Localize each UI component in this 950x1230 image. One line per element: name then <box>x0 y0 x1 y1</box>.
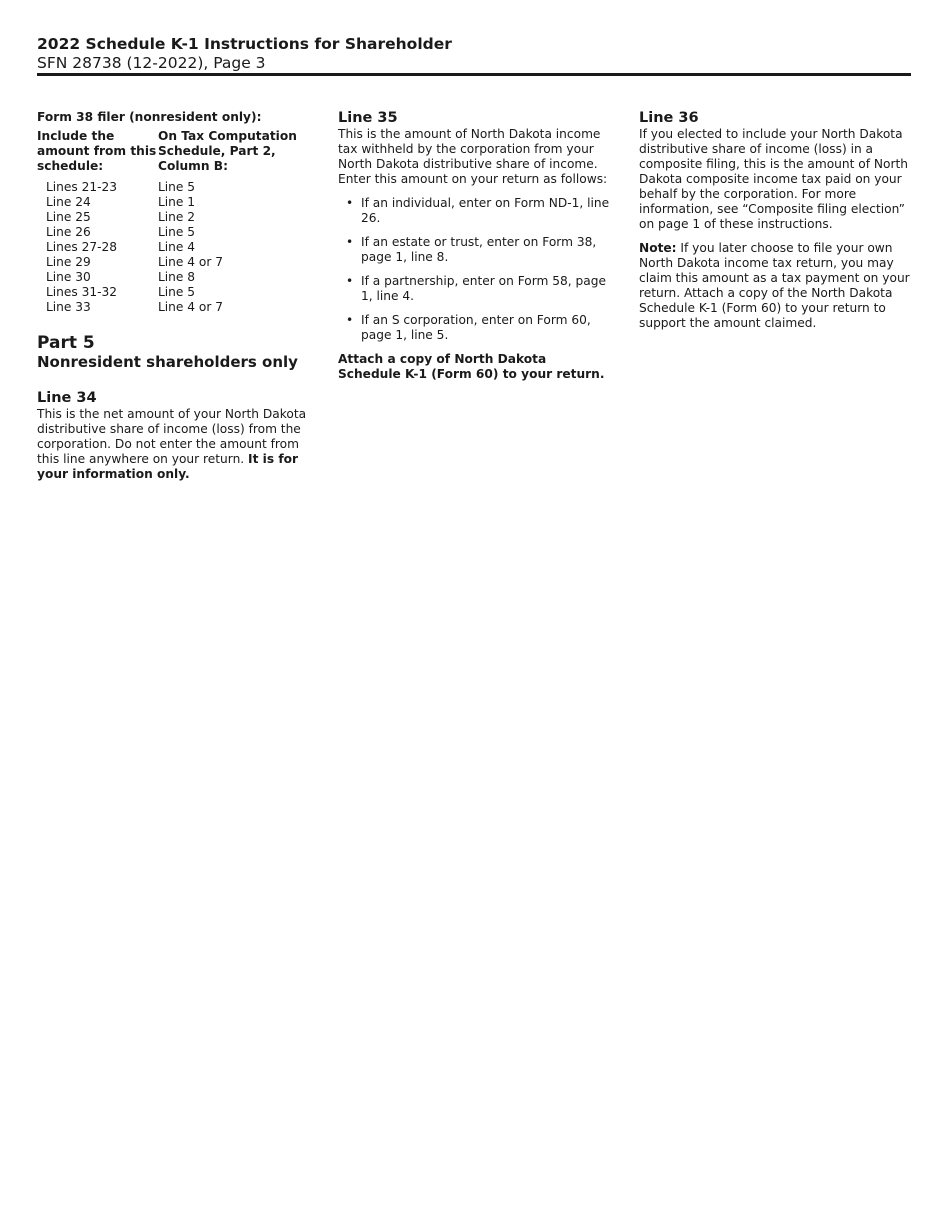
table-header-tax-computation: On Tax Computation Schedule, Part 2, Column B: <box>158 129 297 173</box>
part5-subtitle: Nonresident shareholders only <box>37 353 298 371</box>
table-cell-source: Lines 31-32 <box>46 285 118 299</box>
column-left <box>37 110 312 482</box>
line35-heading: Line 35 <box>338 110 398 126</box>
table-cell-target: Line 1 <box>158 195 196 209</box>
line34-text: This is the net amount of your North Dakota distributive share of income (loss) from the corporation. Do not enter the amount from this line anywhere on your return. <box>37 407 307 466</box>
line35-bullet-list <box>338 196 613 343</box>
list-item <box>338 274 613 304</box>
table-cell-target: Line 4 <box>158 240 196 254</box>
table-row <box>37 300 312 315</box>
column-middle <box>338 110 613 382</box>
bullet-icon: • <box>346 196 354 210</box>
table-row <box>37 225 312 240</box>
table-header-include: Include the amount from this schedule: <box>37 129 157 173</box>
table-cell-target: Line 4 or 7 <box>158 300 223 314</box>
bullet-icon: • <box>346 313 354 327</box>
bullet-icon: • <box>346 274 354 288</box>
table-row <box>37 180 312 195</box>
table-cell-target: Line 5 <box>158 285 196 299</box>
table-cell-source: Line 29 <box>46 255 91 269</box>
table-row <box>37 255 312 270</box>
table-cell-source: Lines 21-23 <box>46 180 118 194</box>
table-row <box>37 270 312 285</box>
part5-title: Part 5 <box>37 333 95 353</box>
document-subtitle: SFN 28738 (12-2022), Page 3 <box>37 54 266 72</box>
line36-heading: Line 36 <box>639 110 699 126</box>
note-paragraph <box>639 241 917 331</box>
table-cell-source: Line 26 <box>46 225 91 239</box>
table-cell-target: Line 8 <box>158 270 196 284</box>
table-row <box>37 195 312 210</box>
line34-paragraph <box>37 407 312 482</box>
bullet-icon: • <box>346 235 354 249</box>
list-item <box>338 196 613 226</box>
table-cell-source: Line 33 <box>46 300 91 314</box>
note-label: Note: <box>639 241 677 255</box>
line34-bold-text: It is for your information only. <box>37 452 299 481</box>
line34-heading: Line 34 <box>37 390 97 406</box>
bullet-text: If an estate or trust, enter on Form 38, page 1, line 8. <box>361 235 597 264</box>
bullet-text: If a partnership, enter on Form 58, page 1, line 4. <box>361 274 606 303</box>
table-cell-source: Line 30 <box>46 270 91 284</box>
table-cell-source: Line 24 <box>46 195 91 209</box>
line35-text: This is the amount of North Dakota income tax withheld by the corporation from your North Dakota distributive share of income. Enter this amount on your return as follows: <box>338 127 608 186</box>
attach-copy-instruction: Attach a copy of North Dakota Schedule K-1 (Form 60) to your return. <box>338 352 605 381</box>
list-item <box>338 235 613 265</box>
list-item <box>338 313 613 343</box>
table-cell-source: Lines 27-28 <box>46 240 118 254</box>
table-cell-source: Line 25 <box>46 210 91 224</box>
table-row <box>37 210 312 225</box>
line-mapping-table <box>37 129 312 315</box>
form38-filer-heading: Form 38 filer (nonresident only): <box>37 110 262 124</box>
table-row <box>37 240 312 255</box>
document-title: 2022 Schedule K-1 Instructions for Shareholder <box>37 35 452 53</box>
bullet-text: If an individual, enter on Form ND-1, line 26. <box>361 196 610 225</box>
bullet-text: If an S corporation, enter on Form 60, page 1, line 5. <box>361 313 591 342</box>
table-cell-target: Line 2 <box>158 210 196 224</box>
header-divider <box>37 73 911 76</box>
table-cell-target: Line 4 or 7 <box>158 255 223 269</box>
line36-text: If you elected to include your North Dakota distributive share of income (loss) in a composite filing, this is the amount of North Dakota composite income tax paid on your behalf by the corporation. For more information, see “Composite filing election” on page 1 of these instructions. <box>639 127 908 231</box>
table-row <box>37 285 312 300</box>
column-right <box>639 110 917 331</box>
page-header <box>37 34 911 73</box>
table-cell-target: Line 5 <box>158 180 196 194</box>
note-text: If you later choose to file your own North Dakota income tax return, you may claim this amount as a tax payment on your return. Attach a copy of the North Dakota Schedule K-1 (Form 60) to your return to support the amount claimed. <box>639 241 910 330</box>
table-header-row <box>37 129 312 180</box>
table-cell-target: Line 5 <box>158 225 196 239</box>
